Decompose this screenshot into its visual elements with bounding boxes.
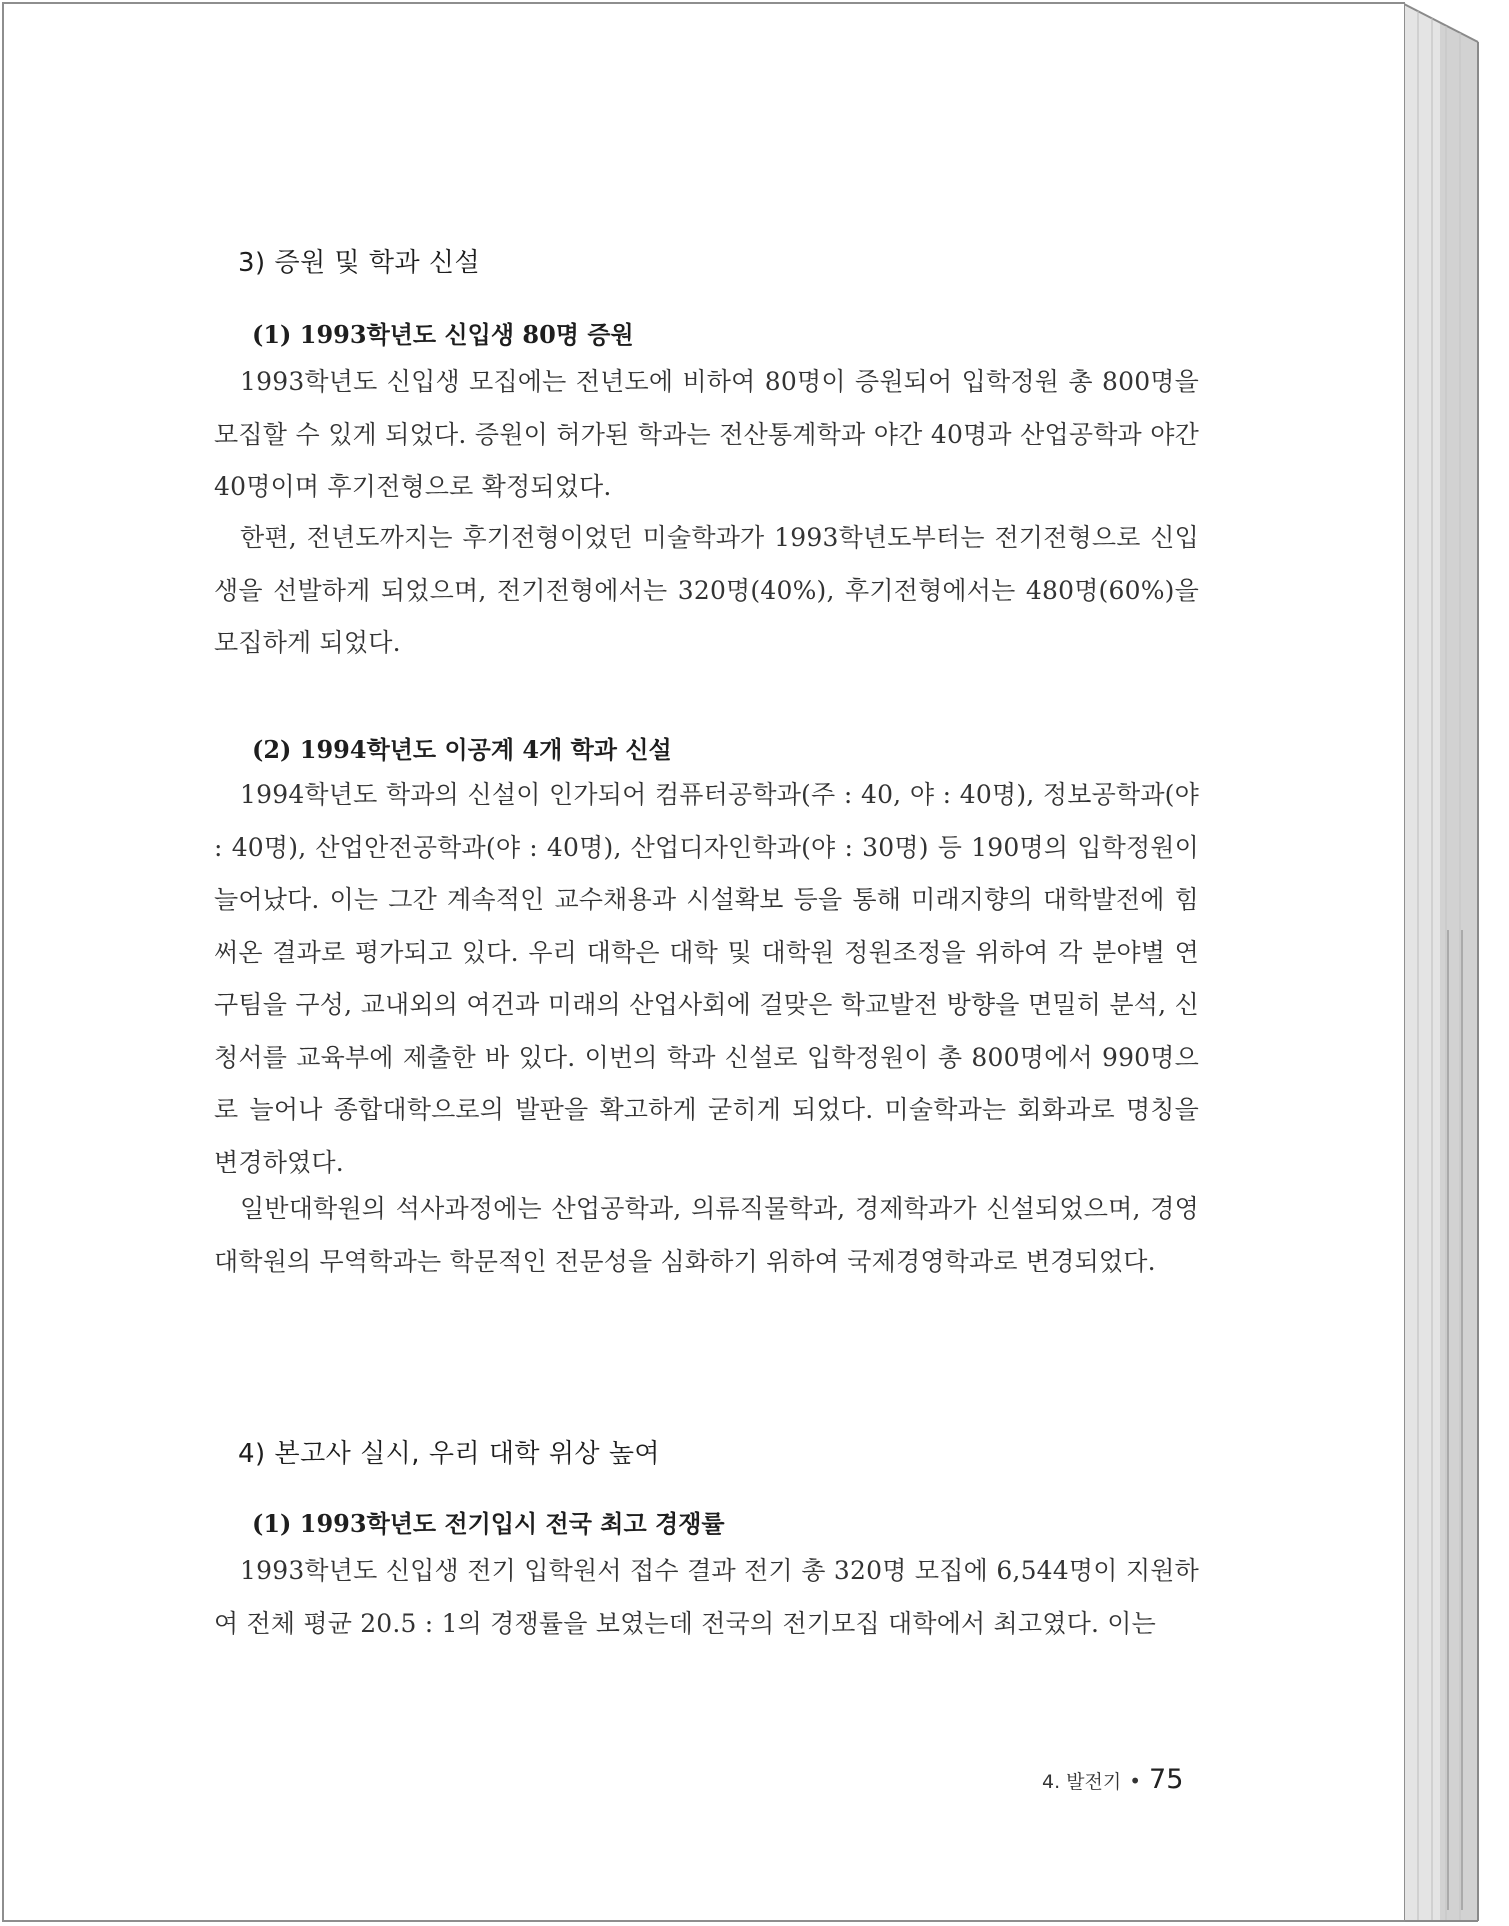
paragraph: 1993학년도 신입생 전기 입학원서 접수 결과 전기 총 320명 모집에 6,544명이 지원하여 전체 평균 20.5 : 1의 경쟁률을 보였는데 전국의 전기모집 대학에서 최고였다. 이는 (214, 1556, 1199, 1638)
section-heading-4: 4) 본고사 실시, 우리 대학 위상 높여 (238, 1439, 661, 1469)
section-heading-3: 3) 증원 및 학과 신설 (238, 248, 481, 278)
footer-bullet: • (1129, 1769, 1142, 1793)
page-number: 75 (1149, 1764, 1184, 1795)
paragraph: 일반대학원의 석사과정에는 산업공학과, 의류직물학과, 경제학과가 신설되었으며, 경영대학원의 무역학과는 학문적인 전문성을 심화하기 위하여 국제경영학과로 변경되었다. (214, 1194, 1199, 1276)
subsection-heading-3-1: (1) 1993학년도 신입생 80명 증원 (252, 320, 634, 349)
subsection-heading-4-1: (1) 1993학년도 전기입시 전국 최고 경쟁률 (252, 1509, 725, 1538)
page-footer (1042, 1764, 1183, 1795)
paragraph: 한편, 전년도까지는 후기전형이었던 미술학과가 1993학년도부터는 전기전형으로 신입생을 선발하게 되었으며, 전기전형에서는 320명(40%), 후기전형에서는 480명(60%)을 모집하게 되었다. (214, 523, 1199, 657)
paragraph: 1994학년도 학과의 신설이 인가되어 컴퓨터공학과(주 : 40, 야 : 40명), 정보공학과(야 : 40명), 산업안전공학과(야 : 40명), 산업디자인학과(야 : 30명) 등 190명의 입학정원이 늘어났다. 이는 그간 계속적인 교수채용과 시설확보 등을 통해 미래지향의 대학발전에 힘써온 결과로 평가되고 있다. 우리 대학은 대학 및 대학원 정원조정을 위하여 각 분야별 연구팀을 구성, 교내외의 여건과 미래의 산업사회에 걸맞은 학교발전 방향을 면밀히 분석, 신청서를 교육부에 제출한 바 있다. 이번의 학과 신설로 입학정원이 총 800명에서 990명으로 늘어나 종합대학으로의 발판을 확고하게 굳히게 되었다. 미술학과는 회화과로 명칭을 변경하였다. (214, 780, 1199, 1177)
paragraph: 1993학년도 신입생 모집에는 전년도에 비하여 80명이 증원되어 입학정원 총 800명을 모집할 수 있게 되었다. 증원이 허가된 학과는 전산통계학과 야간 40명과 산업공학과 야간 40명이며 후기전형으로 확정되었다. (214, 367, 1199, 501)
chapter-label: 4. 발전기 (1042, 1771, 1122, 1793)
subsection-heading-3-2: (2) 1994학년도 이공계 4개 학과 신설 (252, 735, 672, 764)
document-page (4, 4, 1404, 1920)
